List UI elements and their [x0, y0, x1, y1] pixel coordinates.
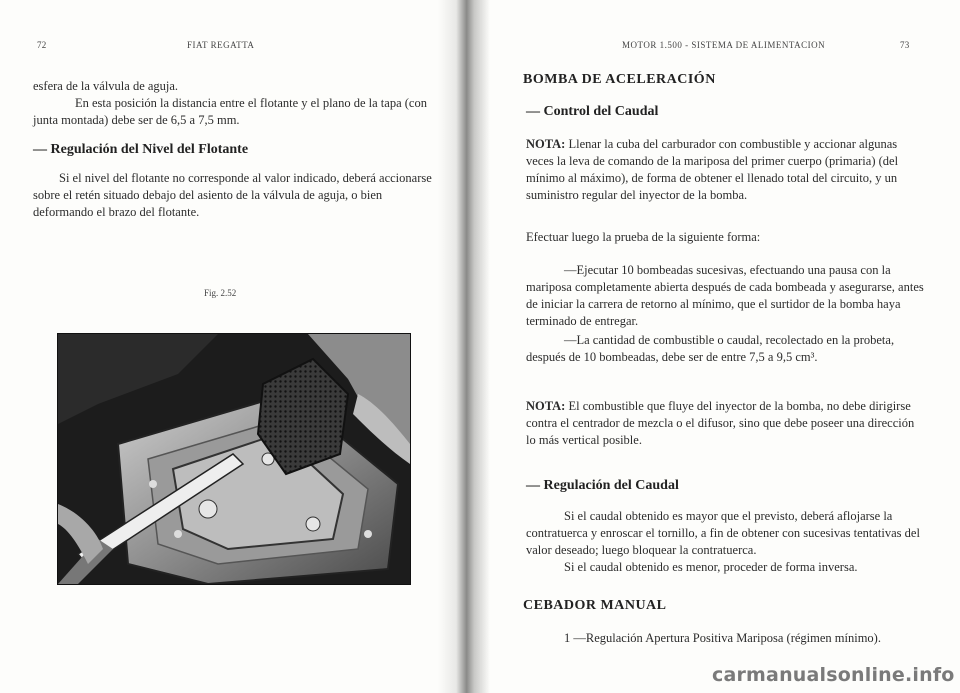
para-efectuar: Efectuar luego la prueba de la siguiente forma:: [526, 230, 761, 244]
book-gutter: [438, 0, 490, 693]
right-running-head: MOTOR 1.500 - SISTEMA DE ALIMENTACION: [622, 40, 826, 50]
nota-2-text: El combustible que fluye del inyector de la bomba, no debe dirigirse contra el centrador de mezcla o el difusor, sino que debe poseer una dirección lo más vertical posible.: [526, 399, 915, 447]
left-para2: Si el nivel del flotante no corresponde al valor indicado, deberá accionarse sobre el retén situado debajo del asiento de la válvula de aguja, o bien deformando el brazo del flotante.: [33, 171, 432, 219]
carburetor-illustration: [58, 334, 410, 584]
section-title-bomba: BOMBA DE ACELERACIÓN: [523, 72, 716, 87]
left-para1-line1: esfera de la válvula de aguja.: [33, 79, 179, 93]
nota-2-label: NOTA:: [526, 399, 566, 413]
subheading-control-caudal: — Control del Caudal: [526, 104, 659, 119]
item-1: 1 —Regulación Apertura Positiva Mariposa (régimen mínimo).: [564, 631, 881, 645]
nota-1-text: Llenar la cuba del carburador con combustible y accionar algunas veces la leva de comando de la mariposa del primer cuerpo (primaria) (del mínimo al máximo), de forma de obtener el llenado total del circuito, y un suministro regular del inyector de la bomba.: [526, 137, 899, 202]
section-title-cebador: CEBADOR MANUAL: [523, 598, 667, 613]
para-ejecutar: —Ejecutar 10 bombeadas sucesivas, efectuando una pausa con la mariposa completamente abierta después de cada bombeada y asegurarse, antes de iniciar la carrera de retorno al mínimo, que el surtidor de la bomba haya terminado de entregar.: [526, 263, 924, 328]
left-para1-rest: En esta posición la distancia entre el flotante y el plano de la tapa (con junta montada) debe ser de 6,5 a 7,5 mm.: [33, 96, 427, 127]
left-page-number: 72: [37, 40, 47, 50]
watermark: carmanualsonline.info: [712, 664, 955, 686]
figure-caption: Fig. 2.52: [204, 288, 237, 298]
nota-1-label: NOTA:: [526, 137, 566, 151]
nota-1: [526, 136, 926, 204]
right-page-number: 73: [900, 40, 910, 50]
para-regulacion: Si el caudal obtenido es mayor que el previsto, deberá aflojarse la contratuerca y enroscar el tornillo, a fin de obtener con sucesivas tentativas del valor deseado; luego bloquear la contratuerca.: [526, 509, 920, 557]
para-regulacion-2: Si el caudal obtenido es menor, proceder de forma inversa.: [564, 560, 858, 574]
carburetor-photo: [57, 333, 411, 585]
left-heading: — Regulación del Nivel del Flotante: [33, 142, 249, 157]
left-running-head: FIAT REGATTA: [187, 40, 255, 50]
subheading-regulacion-caudal: — Regulación del Caudal: [526, 478, 679, 493]
para-cantidad: —La cantidad de combustible o caudal, recolectado en la probeta, después de 10 bombeadas, debe ser de entre 7,5 a 9,5 cm³.: [526, 333, 895, 364]
nota-2: [526, 398, 926, 449]
